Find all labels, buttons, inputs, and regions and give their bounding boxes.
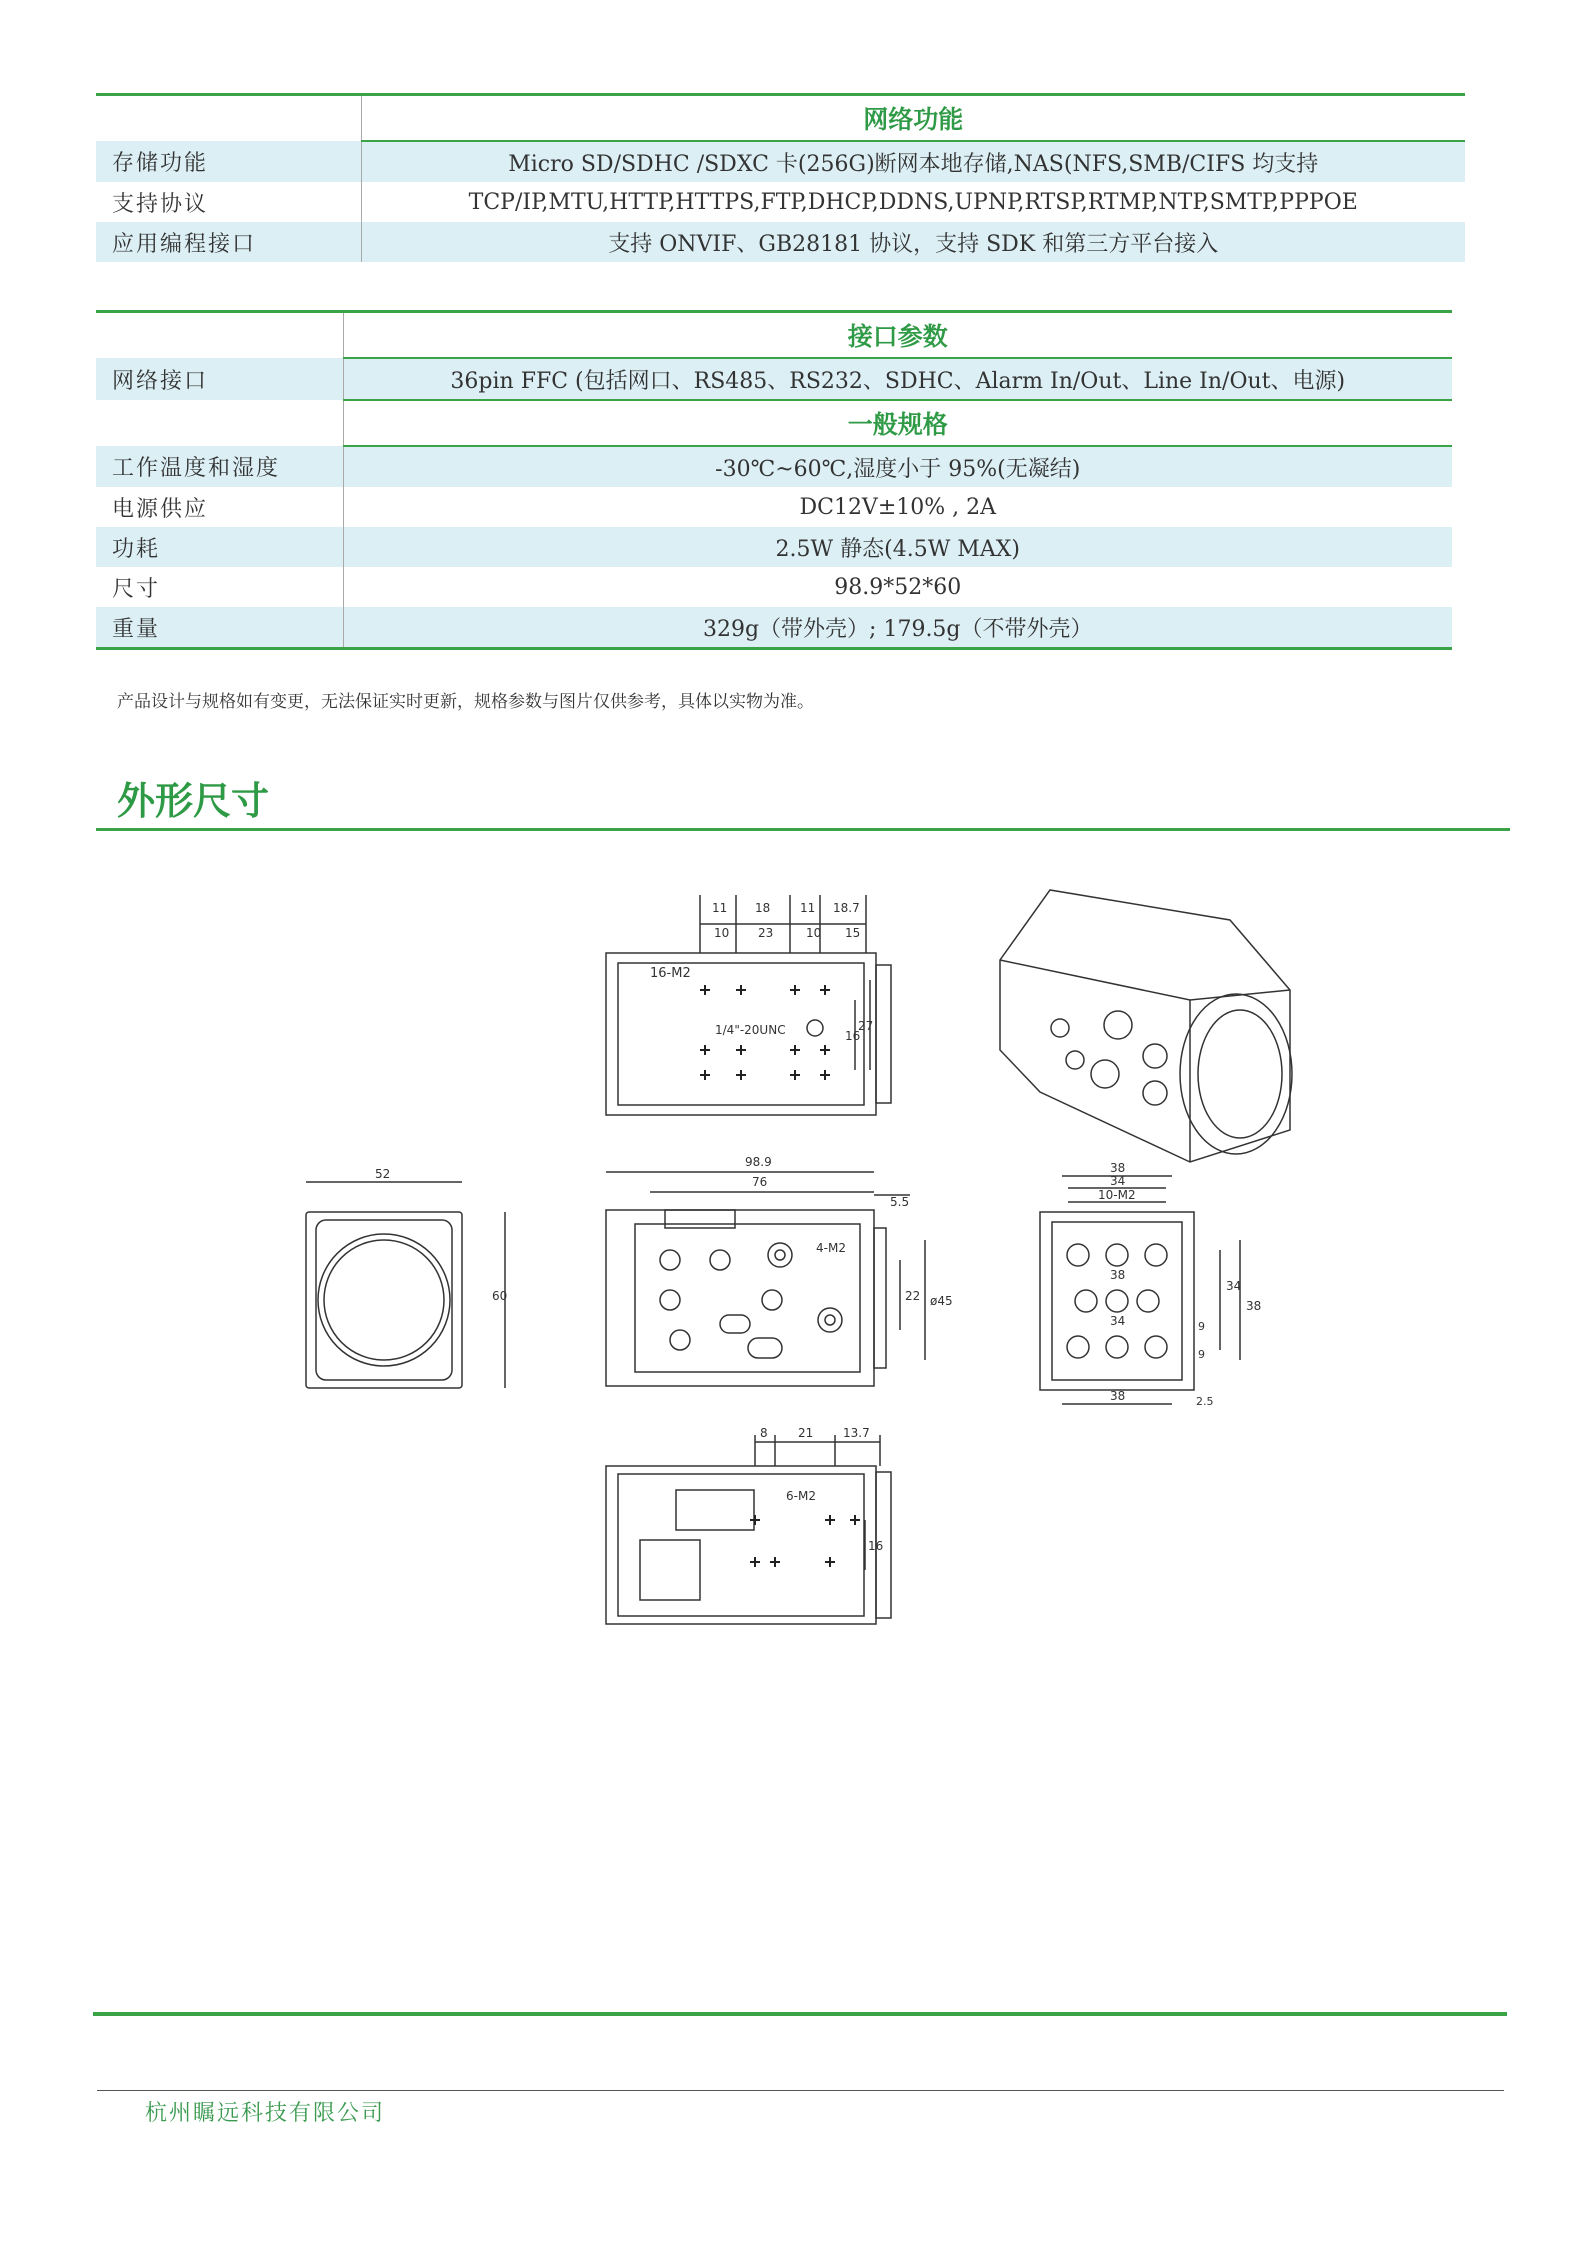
row-value: 329g（带外壳）; 179.5g（不带外壳） — [343, 607, 1452, 649]
dim-text: 98.9 — [745, 1155, 772, 1169]
row-label: 网络接口 — [96, 358, 343, 400]
row-label: 重量 — [96, 607, 343, 649]
dim-text: 60 — [492, 1289, 508, 1303]
dim-text: 6-M2 — [786, 1489, 816, 1503]
rear-view-drawing — [1040, 1161, 1261, 1408]
table-row — [96, 607, 1452, 649]
row-value: TCP/IP,MTU,HTTP,HTTPS,FTP,DHCP,DDNS,UPNP,RTSP,RTMP,NTP,SMTP,PPPOE — [468, 189, 1358, 215]
row-label: 工作温度和湿度 — [96, 446, 343, 487]
table-row — [96, 358, 1452, 400]
side-view-drawing — [606, 1155, 953, 1386]
isometric-view-drawing — [1000, 890, 1292, 1162]
row-label: 尺寸 — [96, 567, 343, 607]
disclaimer-note: 产品设计与规格如有变更，无法保证实时更新，规格参数与图片仅供参考，具体以实物为准。 — [117, 692, 814, 712]
dim-text: 10 — [806, 926, 822, 940]
dim-text: 13.7 — [843, 1426, 870, 1440]
row-value: 支持 ONVIF、GB28181 协议，支持 SDK 和第三方平台接入 — [361, 222, 1465, 262]
dim-text: 10 — [714, 926, 730, 940]
bottom-view-drawing — [606, 1426, 891, 1624]
section-title: 外形尺寸 — [117, 779, 270, 823]
row-value: 36pin FFC (包括网口、RS485、RS232、SDHC、Alarm In/Out、Line In/Out、电源) — [343, 358, 1452, 400]
dim-text: 15 — [845, 926, 861, 940]
table-row — [96, 487, 1452, 527]
dim-text: 11 — [712, 901, 728, 915]
dim-text: 23 — [758, 926, 774, 940]
row-label: 存储功能 — [96, 141, 361, 182]
row-value: Micro SD/SDHC /SDXC 卡(256G)断网本地存储,NAS(NFS,SMB/CIFS 均支持 — [361, 141, 1465, 182]
dim-text: 16-M2 — [650, 966, 691, 981]
dim-text: 34 — [1226, 1279, 1242, 1293]
dim-text: 34 — [1110, 1314, 1126, 1328]
dim-text: 22 — [905, 1289, 921, 1303]
row-label: 电源供应 — [96, 487, 343, 527]
dim-text: ø45 — [930, 1294, 953, 1308]
row-label: 支持协议 — [96, 182, 361, 222]
dim-text: 2.5 — [1196, 1395, 1214, 1408]
footer-line — [97, 2090, 1504, 2091]
footer-company-name: 杭州瞩远科技有限公司 — [145, 2101, 386, 2126]
footer-divider — [93, 2012, 1507, 2016]
interface-general-spec-table — [96, 310, 1452, 650]
dim-text: 38 — [1110, 1268, 1126, 1282]
dim-text: 18 — [755, 901, 771, 915]
dim-text: 16 — [845, 1029, 861, 1043]
dim-text: 9 — [1198, 1348, 1205, 1361]
row-label: 功耗 — [96, 527, 343, 567]
row-value: -30℃~60℃,湿度小于 95%(无凝结) — [343, 446, 1452, 487]
dim-text: 27 — [858, 1019, 874, 1033]
network-spec-table — [96, 93, 1465, 262]
row-value: 2.5W 静态(4.5W MAX) — [343, 527, 1452, 567]
table-row — [96, 141, 1465, 182]
table-heading-network: 网络功能 — [361, 95, 1465, 142]
dim-text: 16 — [868, 1539, 884, 1553]
table-row — [96, 527, 1452, 567]
top-view-drawing — [606, 895, 891, 1115]
dim-text: 52 — [375, 1167, 391, 1181]
dim-text: 38 — [1110, 1161, 1126, 1175]
dim-text: 18.7 — [833, 901, 860, 915]
dim-text: 5.5 — [890, 1195, 910, 1209]
dim-text: 38 — [1110, 1389, 1126, 1403]
dimension-drawings — [0, 860, 1587, 1690]
dim-text: 21 — [798, 1426, 814, 1440]
section-divider — [96, 828, 1510, 831]
dim-text: 10-M2 — [1098, 1188, 1136, 1202]
dim-text: 9 — [1198, 1320, 1205, 1333]
dim-text: 4-M2 — [816, 1241, 846, 1255]
dim-text: 8 — [760, 1426, 768, 1440]
front-view-drawing — [306, 1167, 507, 1388]
dim-text: 11 — [800, 901, 816, 915]
dim-text: 38 — [1246, 1299, 1262, 1313]
row-label: 应用编程接口 — [96, 222, 361, 262]
dim-text: 1/4"-20UNC — [715, 1023, 786, 1037]
dim-text: 76 — [752, 1175, 768, 1189]
row-value: 98.9*52*60 — [834, 574, 962, 600]
table-row — [96, 182, 1465, 222]
row-value: DC12V±10% , 2A — [799, 494, 997, 520]
table-row — [96, 567, 1452, 607]
table-heading-general: 一般规格 — [343, 400, 1452, 446]
dim-text: 34 — [1110, 1174, 1126, 1188]
table-row — [96, 446, 1452, 487]
table-row — [96, 222, 1465, 262]
table-heading-interface: 接口参数 — [343, 312, 1452, 359]
